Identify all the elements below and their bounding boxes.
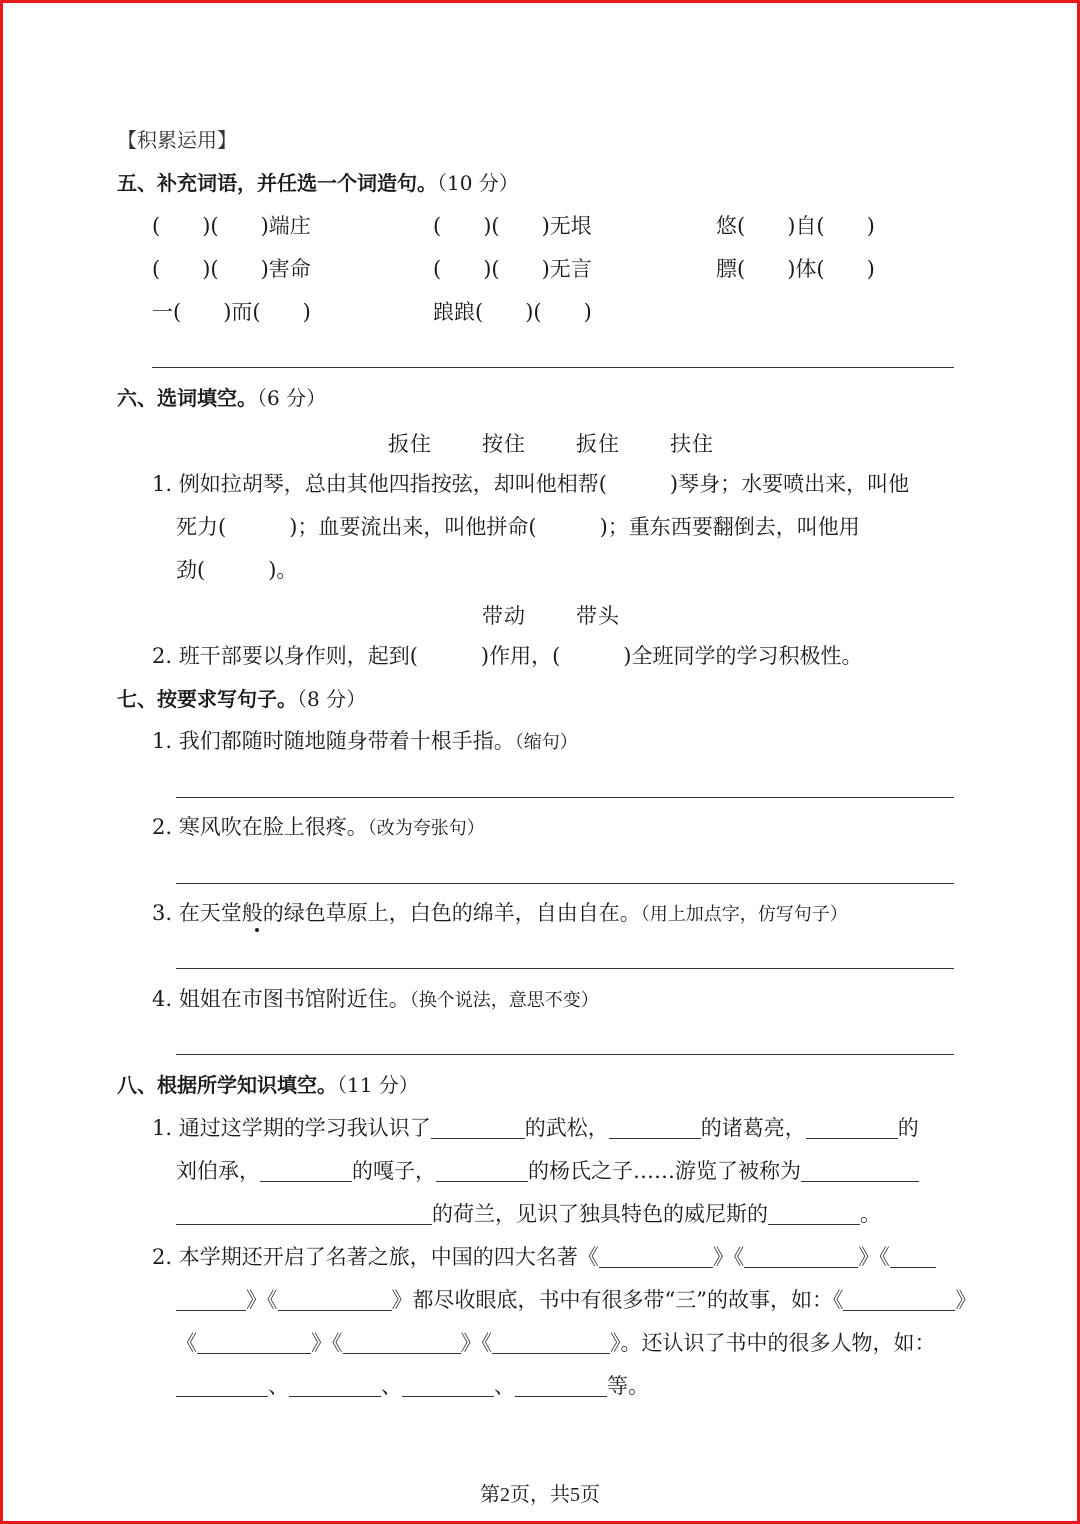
question-7-1: [152, 728, 578, 756]
question-text: 》都尽收眼底，书中有很多带“三”的故事，如：《: [391, 1288, 844, 1312]
question-text: 本学期还开启了名著之旅，中国的四大名著《: [178, 1245, 599, 1269]
fill-blank[interactable]: [492, 1333, 610, 1354]
question-text: 、: [381, 1374, 402, 1398]
answer-line[interactable]: [176, 797, 954, 798]
question-8-1-line: [152, 1115, 919, 1141]
section-5-title: 五、补充词语，并任选一个词造句。: [117, 171, 437, 195]
fill-blank[interactable]: [402, 1376, 494, 1397]
question-text: 刘伯承，: [176, 1159, 260, 1183]
category-tag: 【积累运用】: [117, 128, 237, 152]
question-text: 。: [860, 1202, 881, 1226]
word-item: 膘( )体( ): [716, 257, 875, 281]
fill-blank[interactable]: [289, 1376, 381, 1397]
option-word: 带动: [482, 604, 526, 628]
question-number: 1.: [152, 1116, 173, 1140]
question-text: 1. 我们都随时随地随身带着十根手指。: [152, 729, 515, 753]
option-word: 扳住: [576, 432, 620, 456]
section-6-title: 六、选词填空。: [117, 386, 257, 410]
section-8-title: 八、根据所学知识填空。: [117, 1073, 337, 1097]
question-8-2-line: [176, 1287, 976, 1313]
section-5-heading: [117, 170, 519, 196]
fill-blank[interactable]: [890, 1247, 936, 1268]
question-note: （换个说法，意思不变）: [409, 990, 599, 1011]
option-word: 扳住: [388, 432, 432, 456]
question-8-2-line: [176, 1330, 936, 1356]
fill-blank[interactable]: [278, 1290, 392, 1311]
question-note: （缩句）: [514, 732, 578, 753]
question-number: 2.: [152, 1245, 173, 1269]
fill-blank[interactable]: [599, 1247, 713, 1268]
option-word: 带头: [576, 604, 620, 628]
section-8-points: （11 分）: [337, 1073, 419, 1097]
word-item: ( )( )无言: [433, 257, 592, 281]
answer-line[interactable]: [176, 968, 954, 969]
section-7-title: 七、按要求写句子。: [117, 687, 297, 711]
fill-blank[interactable]: [431, 1118, 525, 1139]
question-text: 3. 在天堂般的绿色草原上，白色的绵羊，自由自在。: [152, 901, 641, 925]
question-note: （改为夸张句）: [367, 818, 485, 839]
question-text: 》《: [460, 1331, 492, 1355]
fill-blank[interactable]: [806, 1118, 898, 1139]
section-6-heading: [117, 385, 326, 411]
question-text: 的: [897, 1116, 919, 1140]
fill-blank[interactable]: [843, 1290, 955, 1311]
question-text: 的杨氏之子……游览了被称为: [528, 1159, 801, 1183]
section-7-heading: [117, 686, 366, 712]
question-6-1-line: 死力( )；血要流出来，叫他拼命( )；重东西要翻倒去，叫他用: [176, 515, 860, 539]
fill-blank[interactable]: [176, 1376, 268, 1397]
question-7-2: [152, 814, 485, 842]
question-note: （用上加点字，仿写句子）: [640, 904, 848, 925]
fill-blank[interactable]: [609, 1118, 701, 1139]
question-text: 的武松，: [524, 1116, 609, 1140]
question-text: 》。还认识了书中的很多人物，如：: [610, 1331, 936, 1355]
question-8-1-line: [176, 1201, 881, 1227]
question-text: 》《: [311, 1331, 343, 1355]
question-text: 》《: [858, 1245, 890, 1269]
answer-line[interactable]: [176, 883, 954, 884]
fill-blank[interactable]: [176, 1290, 246, 1311]
fill-blank[interactable]: [801, 1161, 919, 1182]
fill-blank[interactable]: [768, 1204, 860, 1225]
word-item: ( )( )无垠: [433, 214, 592, 238]
question-text: 通过这学期的学习我认识了: [178, 1116, 431, 1140]
question-8-2-line: [152, 1244, 936, 1270]
word-item: 踉踉( )( ): [433, 300, 592, 324]
section-5-points: （10 分）: [437, 171, 519, 195]
question-text: 的荷兰，见识了独具特色的威尼斯的: [432, 1202, 768, 1226]
question-text: 、: [494, 1374, 515, 1398]
word-item: 悠( )自( ): [716, 214, 875, 238]
word-item: 一( )而( ): [152, 300, 311, 324]
question-text: 2. 寒风吹在脸上很疼。: [152, 815, 368, 839]
question-text: 《: [176, 1331, 197, 1355]
question-6-2: 2. 班干部要以身作则，起到( )作用，( )全班同学的学习积极性。: [152, 644, 863, 668]
fill-blank[interactable]: [744, 1247, 858, 1268]
page-number: 第2页，共5页: [480, 1484, 600, 1506]
word-item: ( )( )端庄: [152, 214, 311, 238]
fill-blank[interactable]: [436, 1161, 528, 1182]
answer-line[interactable]: [152, 367, 954, 368]
section-8-heading: [117, 1072, 419, 1098]
question-text: 》: [955, 1288, 977, 1312]
fill-blank[interactable]: [260, 1161, 352, 1182]
question-text: 的嘎子，: [352, 1159, 436, 1183]
question-text: 》《: [712, 1245, 745, 1269]
question-6-1-line: 劲( )。: [176, 558, 298, 582]
word-item: ( )( )害命: [152, 257, 311, 281]
option-word: 扶住: [670, 432, 714, 456]
section-6-points: （6 分）: [257, 386, 327, 410]
question-text: 等。: [607, 1374, 649, 1398]
question-8-2-line: [176, 1373, 649, 1399]
question-text: 的诸葛亮，: [700, 1116, 806, 1140]
emphasis-dot: [255, 928, 259, 932]
section-7-points: （8 分）: [297, 687, 367, 711]
question-text: 》《: [246, 1288, 278, 1312]
question-text: 、: [268, 1374, 289, 1398]
question-text: 4. 姐姐在市图书馆附近住。: [152, 987, 410, 1011]
answer-line[interactable]: [176, 1054, 954, 1055]
question-7-4: [152, 986, 599, 1014]
fill-blank[interactable]: [197, 1333, 311, 1354]
fill-blank[interactable]: [343, 1333, 461, 1354]
question-8-1-line: [176, 1158, 919, 1184]
fill-blank[interactable]: [176, 1204, 432, 1225]
fill-blank[interactable]: [515, 1376, 607, 1397]
question-7-3: [152, 900, 848, 928]
option-word: 按住: [482, 432, 526, 456]
question-6-1-line: 1. 例如拉胡琴，总由其他四指按弦，却叫他相帮( )琴身；水要喷出来，叫他: [152, 472, 910, 496]
